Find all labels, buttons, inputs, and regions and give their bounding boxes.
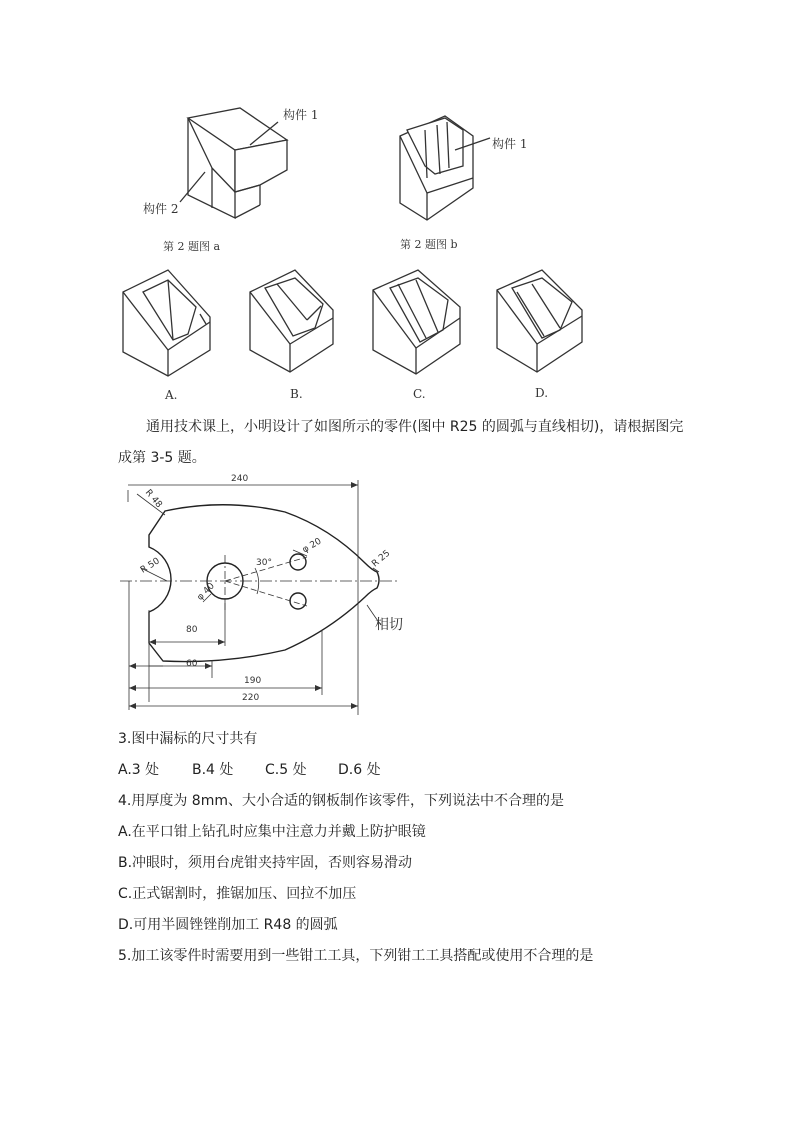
part-technical-drawing [115, 470, 435, 720]
dim-220: 220 [242, 693, 260, 703]
q3-option-c: C.5 处 [265, 762, 307, 778]
fig-a-part2-label: 构件 2 [143, 202, 179, 216]
dim-r25: R 25 [370, 548, 393, 570]
dim-240: 240 [231, 474, 249, 484]
q4-option-a: A.在平口钳上钻孔时应集中注意力并戴上防护眼镜 [118, 824, 426, 840]
question-5: 5.加工该零件时需要用到一些钳工工具，下列钳工工具搭配或使用不合理的是 [118, 948, 594, 964]
q4-option-d: D.可用半圆锉锉削加工 R48 的圆弧 [118, 917, 338, 933]
question-3: 3.图中漏标的尺寸共有 [118, 731, 258, 747]
option-c-label: C. [413, 387, 426, 401]
fig-a-caption: 第 2 题图 a [163, 240, 221, 253]
dim-r48: R 48 [142, 487, 164, 511]
question-4: 4.用厚度为 8mm、大小合适的钢板制作该零件，下列说法中不合理的是 [118, 793, 564, 809]
fig-a-part1-label: 构件 1 [283, 108, 319, 122]
tangent-label: 相切 [375, 617, 403, 633]
fig-b-part1-label: 构件 1 [492, 137, 528, 151]
q4-option-b: B.冲眼时，须用台虎钳夹持牢固，否则容易滑动 [118, 855, 413, 871]
option-a-drawing [118, 262, 218, 380]
option-a-label: A. [165, 388, 178, 402]
fig-b-caption: 第 2 题图 b [400, 238, 458, 251]
option-d-drawing [492, 262, 592, 380]
dim-190: 190 [244, 676, 262, 686]
dim-60: 60 [186, 659, 198, 669]
option-d-label: D. [535, 386, 549, 400]
q3-option-b: B.4 处 [192, 762, 234, 778]
dim-phi40: φ 40 [195, 581, 217, 603]
q4-option-c: C.正式锯割时，推锯加压、回拉不加压 [118, 886, 357, 902]
dim-r50: R 50 [138, 556, 162, 576]
dim-80: 80 [186, 625, 198, 635]
dim-30deg: 30° [256, 558, 272, 568]
q3-option-a: A.3 处 [118, 762, 160, 778]
dim-phi20: φ 20 [300, 536, 324, 556]
option-b-drawing [245, 262, 345, 380]
option-b-label: B. [290, 387, 303, 401]
option-c-drawing [368, 262, 468, 380]
intro-line-1: 通用技术课上，小明设计了如图所示的零件(图中 R25 的圆弧与直线相切)，请根据图完 [146, 419, 684, 435]
q3-option-d: D.6 处 [338, 762, 381, 778]
intro-line-2: 成第 3-5 题。 [118, 450, 206, 466]
figure-2b-drawing [385, 108, 495, 228]
